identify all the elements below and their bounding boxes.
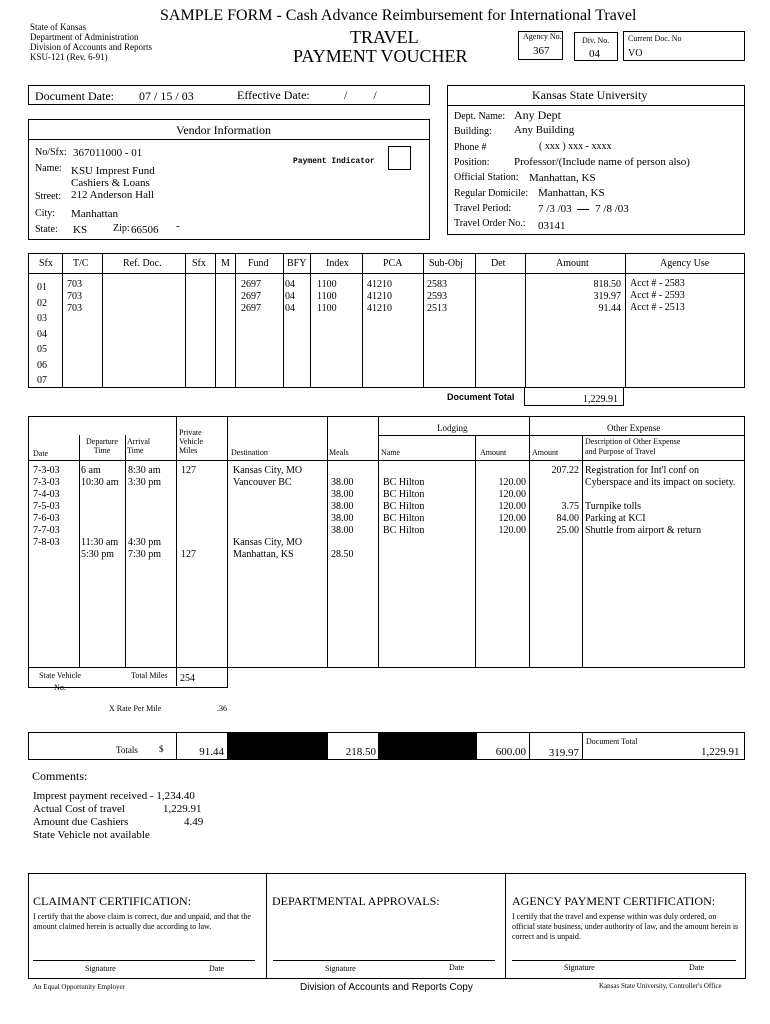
document-total-value: 1,229.91	[583, 394, 618, 405]
vendor-name-1[interactable]: KSU Imprest Fund	[71, 165, 155, 177]
table-cell[interactable]: 11:30 am	[81, 537, 119, 548]
document-date-month: 07	[139, 89, 151, 103]
table-cell[interactable]: 25.00	[556, 525, 579, 536]
agency-signature-line[interactable]	[512, 960, 736, 961]
official-station-value[interactable]: Manhattan, KS	[529, 172, 596, 184]
col-header-index: Index	[326, 258, 349, 269]
col-header-meals: Meals	[329, 448, 349, 457]
table-cell[interactable]: 84.00	[556, 513, 579, 524]
pca-column	[367, 279, 392, 315]
table-cell[interactable]: 7-3-03	[33, 477, 60, 488]
agency-payment-text: I certify that the travel and expense within was duly ordered, on official state business, under authority of law, and the amount herein is correct and is unpaid.	[512, 912, 739, 941]
table-cell[interactable]: 1100	[317, 279, 337, 290]
state-vehicle-text: State Vehicle	[39, 671, 81, 680]
footer-controller: Kansas State University, Controller's Office	[599, 982, 722, 990]
comment-value: - 1,234.40	[149, 790, 195, 802]
table-cell[interactable]	[233, 525, 302, 537]
agency-payment-title: AGENCY PAYMENT CERTIFICATION:	[512, 894, 716, 908]
table-cell[interactable]: BC Hilton	[383, 525, 425, 536]
table-cell[interactable]: 120.00	[498, 525, 526, 536]
table-row: 05	[37, 344, 47, 355]
totals-dollar: $	[159, 744, 164, 754]
table-cell[interactable]: 120.00	[498, 513, 526, 524]
table-cell[interactable]: 2513	[427, 303, 447, 314]
document-total-label: Document Total	[447, 392, 515, 402]
form-name-voucher: PAYMENT VOUCHER	[293, 46, 468, 66]
total-meals[interactable]: 218.50	[345, 746, 376, 758]
departmental-signature-label: Signature	[325, 964, 356, 973]
table-cell[interactable]	[233, 513, 302, 525]
table-cell[interactable]: 10:30 am	[81, 477, 119, 488]
table-cell[interactable]: Kansas City, MO	[233, 537, 303, 548]
table-cell[interactable]: BC Hilton	[383, 501, 425, 512]
total-miles-value[interactable]: 254	[180, 673, 195, 684]
travel-period-value[interactable]	[538, 203, 629, 215]
table-cell[interactable]: 7-7-03	[33, 525, 60, 536]
table-cell[interactable]: 7:30 pm	[128, 549, 162, 560]
table-cell[interactable]: 6 am	[81, 465, 101, 476]
total-lodging[interactable]: 600.00	[495, 746, 526, 758]
table-cell[interactable]: 3.75	[561, 501, 579, 512]
departure-label: Departure	[86, 437, 118, 446]
vendor-street-label: Street:	[35, 191, 62, 202]
table-cell[interactable]: Shuttle from airport & return	[585, 525, 702, 536]
totals-doc-total-value[interactable]: 1,229.91	[701, 746, 740, 758]
table-cell[interactable]	[233, 501, 302, 513]
date-column	[33, 465, 60, 549]
div-no-value: 04	[589, 48, 600, 60]
table-cell[interactable]: 1100	[317, 303, 337, 314]
table-cell[interactable]: 2697	[241, 291, 261, 302]
col-header-m: M	[221, 258, 230, 269]
col-header-fund: Fund	[248, 258, 269, 269]
table-cell[interactable]: BC Hilton	[383, 489, 425, 500]
vendor-street-value[interactable]: 212 Anderson Hall	[71, 189, 155, 201]
destination-column	[233, 465, 302, 561]
state-name: State of Kansas	[30, 22, 86, 32]
table-cell[interactable]: Acct # - 2593	[630, 290, 685, 301]
date-slash: /	[546, 203, 550, 215]
sfx-column	[37, 280, 47, 389]
totals-label: Totals	[116, 745, 138, 755]
table-cell[interactable]	[128, 501, 161, 513]
total-mileage[interactable]: 91.44	[199, 746, 224, 758]
state-vehicle-label	[33, 670, 87, 694]
payment-indicator-checkbox[interactable]	[388, 146, 411, 170]
table-cell[interactable]: 7-8-03	[33, 537, 60, 548]
table-cell[interactable]: 120.00	[498, 477, 526, 488]
department-name: Department of Administration	[30, 32, 139, 42]
table-cell[interactable]: 41210	[367, 291, 392, 302]
table-cell[interactable]: 7-6-03	[33, 513, 60, 524]
table-cell[interactable]: BC Hilton	[383, 477, 425, 488]
current-doc-label: Current Doc. No	[628, 34, 682, 43]
vendor-city-value[interactable]: Manhattan	[71, 208, 119, 220]
date-slash: /	[603, 203, 607, 215]
travel-order-value[interactable]: 03141	[538, 220, 566, 232]
table-cell[interactable]: 04	[285, 303, 295, 314]
document-date-label: Document Date:	[35, 89, 114, 103]
table-cell[interactable]: Kansas City, MO	[233, 465, 303, 476]
table-row: 02	[37, 297, 47, 309]
table-cell[interactable]: 5:30 pm	[81, 549, 115, 560]
subobj-column	[427, 279, 447, 315]
miles-label: Miles	[179, 446, 198, 455]
col-header-sfx: Sfx	[39, 258, 53, 269]
document-date-row	[28, 85, 430, 105]
departmental-approvals-title: DEPARTMENTAL APPROVALS:	[272, 894, 440, 908]
document-date-field[interactable]	[139, 89, 194, 104]
official-station-label: Official Station:	[454, 172, 519, 183]
vendor-information	[28, 119, 430, 240]
col-header-private-miles	[179, 428, 203, 455]
footer-copy-label: Division of Accounts and Reports Copy	[300, 982, 473, 993]
current-doc-value: VO	[628, 48, 643, 59]
comment-line: Actual Cost of travel	[33, 803, 125, 815]
index-column	[317, 279, 337, 315]
table-cell[interactable]: 2697	[241, 303, 261, 314]
agency-no-value: 367	[533, 45, 550, 57]
description-label: Description of Other Expense	[585, 437, 681, 446]
period-dash	[577, 209, 589, 210]
table-cell[interactable]: Cyberspace and its impact on society.	[585, 477, 736, 488]
div-no-label: Div. No.	[582, 36, 610, 45]
table-cell[interactable]	[128, 513, 161, 525]
table-cell[interactable]: 2593	[427, 291, 447, 302]
col-header-ref-doc: Ref. Doc.	[123, 258, 162, 269]
table-row: 03	[37, 313, 47, 324]
fund-column	[241, 279, 261, 315]
table-cell[interactable]: 38.00	[331, 489, 354, 500]
document-total-box[interactable]	[524, 388, 624, 406]
table-cell[interactable]: 41210	[367, 279, 392, 290]
col-header-bfy: BFY	[287, 258, 307, 269]
amount-column	[529, 279, 621, 315]
col-header-tc: T/C	[73, 258, 89, 269]
table-cell[interactable]	[81, 513, 119, 525]
expense-table	[28, 416, 745, 668]
table-row: 04	[37, 328, 47, 340]
table-cell[interactable]: 7-5-03	[33, 501, 60, 512]
col-header-other-description	[585, 437, 680, 457]
purpose-label: and Purpose of Travel	[585, 447, 656, 456]
claimant-signature-line[interactable]	[33, 960, 255, 961]
accounting-table	[28, 253, 745, 388]
table-cell[interactable]	[331, 465, 354, 477]
table-cell[interactable]	[181, 501, 196, 513]
table-cell[interactable]: 120.00	[498, 489, 526, 500]
table-cell[interactable]: Turnpike tolls	[585, 501, 642, 512]
table-cell[interactable]	[181, 477, 196, 489]
period-to-year: 03	[617, 203, 629, 215]
arrival-column	[128, 465, 161, 561]
div-no-box[interactable]	[574, 32, 618, 61]
redacted-block	[227, 733, 328, 759]
footer-equal-opportunity: An Equal Opportunity Employer	[33, 983, 125, 991]
table-cell[interactable]: 207.22	[551, 465, 579, 476]
departmental-date-label: Date	[449, 963, 465, 972]
table-cell[interactable]: 38.00	[331, 513, 354, 524]
col-header-lodging-name: Name	[381, 448, 401, 457]
table-cell[interactable]: 2697	[241, 279, 261, 290]
rate-per-mile-label: X Rate Per Mile	[109, 704, 162, 713]
table-cell[interactable]: Acct # - 2583	[630, 278, 685, 289]
payment-indicator-label: Payment Indicator	[293, 157, 375, 166]
period-from-day: 3	[549, 203, 555, 215]
other-amount-column	[531, 465, 579, 537]
totals-row	[28, 732, 745, 760]
agency-no-box[interactable]	[518, 31, 563, 60]
effective-date-field[interactable]	[344, 88, 377, 103]
comment-line: Imprest payment received	[33, 790, 148, 802]
table-cell[interactable]: 319.97	[593, 291, 621, 302]
table-cell[interactable]	[181, 513, 196, 525]
date-slash: /	[373, 88, 377, 102]
col-header-lodging: Lodging	[437, 423, 468, 433]
agency-use-column	[630, 278, 685, 314]
lodging-name-column	[383, 465, 424, 537]
col-header-amount: Amount	[556, 258, 589, 269]
table-cell[interactable]: 28.50	[331, 549, 354, 560]
col-header-agency-use: Agency Use	[660, 258, 710, 269]
comments-body	[33, 790, 203, 842]
building-value[interactable]: Any Building	[514, 124, 575, 136]
vehicle-label: Vehicle	[179, 437, 203, 446]
table-row: 06	[37, 359, 47, 371]
claimant-text: I certify that the above claim is correct, due and unpaid, and that the amount claimed herein is actually due according to law.	[33, 912, 251, 931]
table-cell[interactable]	[531, 477, 579, 489]
table-cell[interactable]: 120.00	[498, 501, 526, 512]
period-from-year: 03	[560, 203, 572, 215]
col-header-destination: Destination	[231, 448, 268, 457]
col-header-other-amount: Amount	[532, 448, 559, 457]
table-cell[interactable]: 127	[181, 465, 196, 476]
table-row: 01	[37, 282, 47, 293]
table-cell[interactable]: Manhattan, KS	[233, 549, 294, 560]
col-header-det: Det	[491, 258, 506, 269]
table-cell[interactable]	[81, 525, 119, 537]
table-cell[interactable]: 41210	[367, 303, 392, 314]
table-cell[interactable]	[181, 537, 196, 549]
vendor-state-label: State:	[35, 224, 58, 235]
table-cell[interactable]: 703	[67, 303, 82, 314]
period-from-month: 7	[538, 203, 544, 215]
table-cell[interactable]: Parking at KCI	[585, 513, 646, 524]
table-cell[interactable]: 127	[181, 549, 196, 560]
agency-no-label: Agency No.	[523, 32, 562, 41]
comment-line: State Vehicle not available	[33, 829, 150, 841]
date-slash: /	[557, 203, 561, 215]
table-cell[interactable]: 1100	[317, 291, 337, 302]
period-to-day: 8	[606, 203, 612, 215]
totals-doc-total-label: Document Total	[586, 737, 638, 746]
table-cell[interactable]	[128, 525, 161, 537]
mileage-row	[28, 668, 228, 692]
col-header-date: Date	[33, 449, 49, 458]
vendor-zip-dash: -	[176, 220, 180, 232]
dept-name-label: Dept. Name:	[454, 111, 506, 122]
table-cell[interactable]	[81, 489, 119, 501]
vendor-state-value[interactable]: KS	[73, 224, 88, 236]
col-header-sub-obj: Sub-Obj	[429, 258, 463, 269]
departmental-signature-line[interactable]	[273, 960, 495, 961]
table-cell[interactable]	[331, 537, 354, 549]
claimant-title: CLAIMANT CERTIFICATION:	[33, 894, 192, 908]
table-cell[interactable]: 04	[285, 279, 295, 290]
table-cell[interactable]: 2583	[427, 279, 447, 290]
time-label: Time	[127, 446, 144, 455]
tc-column	[67, 279, 82, 315]
regular-domicile-value[interactable]: Manhattan, KS	[538, 187, 605, 199]
claimant-date-label: Date	[209, 964, 225, 973]
meals-column	[331, 465, 354, 561]
table-cell[interactable]	[383, 465, 424, 477]
certification-section	[28, 873, 746, 979]
arrival-label: Arrival	[127, 437, 151, 446]
table-cell[interactable]: 91.44	[598, 303, 621, 314]
lodging-amount-column	[477, 465, 526, 537]
document-date-day: 15	[160, 89, 173, 103]
col-header-other-expense: Other Expense	[607, 423, 661, 433]
table-row: 07	[37, 375, 47, 386]
table-cell[interactable]: 4:30 pm	[128, 537, 162, 548]
departure-column	[81, 465, 119, 561]
col-header-arrival	[127, 437, 150, 455]
table-cell[interactable]: 7-3-03	[33, 465, 60, 476]
date-slash: /	[154, 89, 158, 103]
comment-value: 1,229.91	[163, 803, 202, 815]
vendor-city-label: City:	[35, 208, 56, 219]
agency-signature-label: Signature	[564, 963, 595, 972]
table-cell[interactable]	[181, 525, 196, 537]
col-header-pca: PCA	[383, 258, 403, 269]
university-name: Kansas State University	[532, 88, 648, 102]
redacted-block	[379, 733, 477, 759]
state-vehicle-no: No.	[54, 683, 66, 692]
form-name-travel: TRAVEL	[350, 27, 419, 47]
current-doc-box[interactable]	[623, 31, 745, 61]
regular-domicile-label: Regular Domicile:	[454, 188, 529, 199]
comment-line: Amount due Cashiers	[33, 816, 129, 828]
agency-address	[30, 22, 152, 62]
table-cell[interactable]: 8:30 am	[128, 465, 161, 476]
table-cell[interactable]: 38.00	[331, 501, 354, 512]
travel-order-label: Travel Order No.:	[454, 218, 526, 229]
division-name: Division of Accounts and Reports	[30, 42, 152, 52]
form-id: KSU-121 (Rev. 6-91)	[30, 52, 108, 62]
col-header-departure	[80, 437, 124, 455]
vendor-zip-value[interactable]: 66506	[131, 224, 159, 236]
period-to-month: 7	[595, 203, 601, 215]
table-cell[interactable]	[477, 465, 526, 477]
comments-label: Comments:	[32, 769, 88, 783]
date-slash: /	[344, 88, 348, 102]
travel-period-label: Travel Period:	[454, 203, 512, 214]
phone-value[interactable]: ( xxx ) xxx - xxxx	[539, 141, 612, 152]
effective-date-label: Effective Date:	[237, 88, 310, 102]
vendor-nosfx-value[interactable]: 367011000 - 01	[73, 147, 143, 159]
document-date-year: 03	[181, 89, 194, 103]
agency-date-label: Date	[689, 963, 705, 972]
time-label: Time	[93, 446, 111, 455]
vendor-zip-label: Zip:	[113, 223, 130, 234]
table-cell[interactable]: 7-4-03	[33, 489, 60, 500]
vendor-name-2[interactable]: Cashiers & Loans	[71, 177, 150, 189]
table-cell[interactable]: Acct # - 2513	[630, 302, 685, 313]
phone-label: Phone #	[454, 142, 487, 153]
private-label: Private	[179, 428, 202, 437]
date-slash: /	[614, 203, 618, 215]
col-header-lodging-amount: Amount	[480, 448, 507, 457]
table-cell[interactable]	[181, 489, 196, 501]
total-other[interactable]: 319.97	[548, 747, 579, 759]
miles-column	[181, 465, 196, 561]
table-cell[interactable]: Registration for Int'l conf on	[585, 465, 699, 476]
total-miles-label: Total Miles	[131, 671, 168, 680]
table-cell[interactable]: 818.50	[593, 279, 621, 290]
form-title: SAMPLE FORM - Cash Advance Reimbursement for International Travel	[160, 7, 637, 24]
vendor-name-label: Name:	[35, 163, 62, 174]
table-cell[interactable]: Vancouver BC	[233, 477, 292, 488]
table-cell[interactable]: 703	[67, 279, 82, 290]
building-label: Building:	[454, 126, 492, 137]
col-header-sfx-2: Sfx	[192, 258, 206, 269]
rate-per-mile-value[interactable]: .36	[217, 704, 227, 713]
bfy-column	[285, 279, 295, 315]
table-cell[interactable]: 3:30 pm	[128, 477, 162, 488]
claimant-signature-label: Signature	[85, 964, 116, 973]
comment-value: 4.49	[184, 816, 204, 828]
table-cell[interactable]: 703	[67, 291, 82, 302]
table-cell[interactable]: 38.00	[331, 525, 354, 536]
table-cell[interactable]	[585, 489, 735, 501]
table-cell[interactable]	[233, 489, 302, 501]
table-cell[interactable]	[128, 489, 161, 501]
university-information	[447, 85, 745, 235]
vendor-title: Vendor Information	[176, 123, 271, 137]
other-description-column	[585, 465, 735, 537]
vendor-nosfx-label: No/Sfx:	[35, 147, 67, 158]
table-cell[interactable]: 04	[285, 291, 295, 302]
table-cell[interactable]: 38.00	[331, 477, 354, 488]
position-label: Position:	[454, 157, 490, 168]
table-cell[interactable]: BC Hilton	[383, 513, 425, 524]
date-slash: /	[175, 89, 179, 103]
dept-name-value[interactable]: Any Dept	[514, 108, 561, 122]
table-cell[interactable]	[531, 489, 579, 501]
position-value[interactable]: Professor/(Include name of person also)	[514, 156, 690, 168]
table-cell[interactable]	[81, 501, 119, 513]
